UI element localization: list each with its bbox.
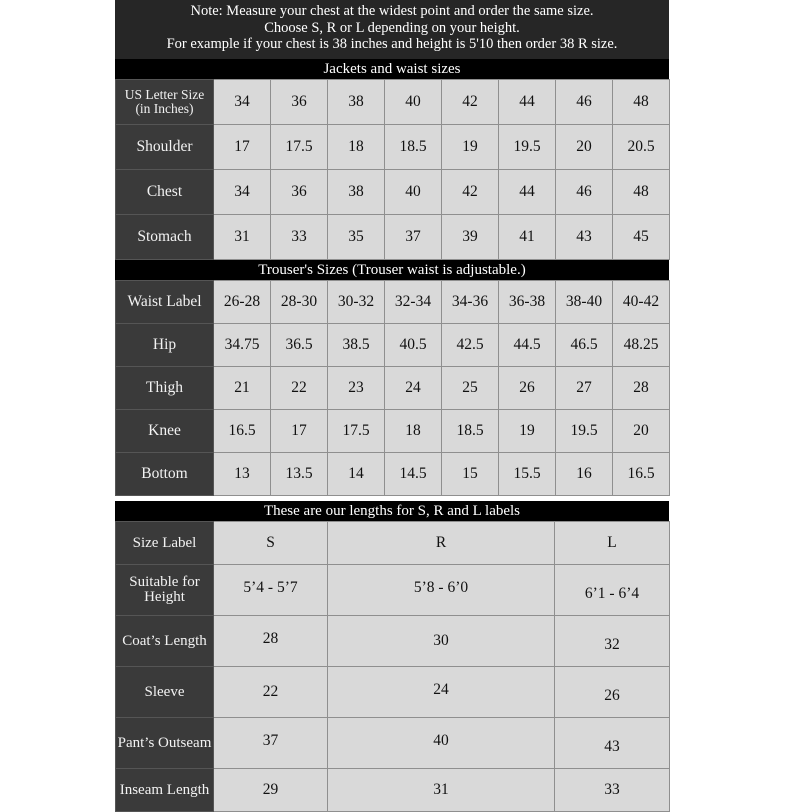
row-label: Pant’s Outseam bbox=[116, 718, 214, 769]
table-cell: 18 bbox=[328, 125, 385, 170]
note-line: For example if your chest is 38 inches and height is 5'10 then order 38 R size. bbox=[166, 36, 618, 53]
table-cell: 17 bbox=[271, 410, 328, 453]
table-cell: 42 bbox=[442, 170, 499, 215]
row-label: Stomach bbox=[116, 215, 214, 260]
note-line: Choose S, R or L depending on your height. bbox=[264, 19, 520, 36]
table-cell: 45 bbox=[613, 215, 670, 260]
table-cell: 43 bbox=[555, 718, 670, 769]
table-cell: 20 bbox=[613, 410, 670, 453]
table-cell: 46 bbox=[556, 170, 613, 215]
table-row bbox=[116, 170, 670, 215]
table-cell: 26 bbox=[555, 667, 670, 718]
table-cell: 46 bbox=[556, 80, 613, 125]
table-cell: 40 bbox=[385, 80, 442, 125]
lengths-section-title: These are our lengths for S, R and L labels bbox=[115, 501, 669, 521]
table-cell: 16.5 bbox=[214, 410, 271, 453]
table-cell: 19.5 bbox=[556, 410, 613, 453]
table-cell: 48.25 bbox=[613, 324, 670, 367]
table-cell: 5’8 - 6’0 bbox=[328, 565, 555, 616]
table-cell: 36 bbox=[271, 80, 328, 125]
table-cell: 34-36 bbox=[442, 281, 499, 324]
table-cell: 24 bbox=[328, 667, 555, 718]
table-cell: 13.5 bbox=[271, 453, 328, 496]
table-cell: 35 bbox=[328, 215, 385, 260]
table-cell: 28 bbox=[214, 616, 328, 667]
table-cell: 36-38 bbox=[499, 281, 556, 324]
table-cell: 19.5 bbox=[499, 125, 556, 170]
table-cell: 30 bbox=[328, 616, 555, 667]
table-cell: 39 bbox=[442, 215, 499, 260]
table-cell: 44 bbox=[499, 170, 556, 215]
table-cell: 40 bbox=[328, 718, 555, 769]
table-cell: 48 bbox=[613, 170, 670, 215]
table-row bbox=[116, 616, 670, 667]
table-cell: 21 bbox=[214, 367, 271, 410]
table-cell: S bbox=[214, 522, 328, 565]
table-cell: 48 bbox=[613, 80, 670, 125]
row-label: Size Label bbox=[116, 522, 214, 565]
table-row bbox=[116, 125, 670, 170]
table-cell: 18.5 bbox=[442, 410, 499, 453]
table-cell: 36 bbox=[271, 170, 328, 215]
table-row bbox=[116, 718, 670, 769]
table-cell: 28-30 bbox=[271, 281, 328, 324]
table-cell: 24 bbox=[385, 367, 442, 410]
table-cell: 19 bbox=[442, 125, 499, 170]
table-row bbox=[116, 80, 670, 125]
table-cell: 22 bbox=[214, 667, 328, 718]
table-cell: 34.75 bbox=[214, 324, 271, 367]
trousers-size-table bbox=[115, 280, 670, 496]
table-cell: 17.5 bbox=[271, 125, 328, 170]
table-cell: 16 bbox=[556, 453, 613, 496]
row-label: Suitable for Height bbox=[116, 565, 214, 616]
lengths-table bbox=[115, 521, 670, 812]
table-cell: 26 bbox=[499, 367, 556, 410]
table-cell: 14 bbox=[328, 453, 385, 496]
table-cell: 27 bbox=[556, 367, 613, 410]
row-label: US Letter Size (in Inches) bbox=[116, 80, 214, 125]
row-label: Sleeve bbox=[116, 667, 214, 718]
table-row bbox=[116, 453, 670, 496]
row-label: Bottom bbox=[116, 453, 214, 496]
row-label: Chest bbox=[116, 170, 214, 215]
table-cell: 17.5 bbox=[328, 410, 385, 453]
table-cell: 41 bbox=[499, 215, 556, 260]
table-cell: 37 bbox=[385, 215, 442, 260]
table-cell: 40.5 bbox=[385, 324, 442, 367]
note-line: Note: Measure your chest at the widest point and order the same size. bbox=[190, 3, 594, 19]
table-row bbox=[116, 281, 670, 324]
table-cell: 5’4 - 5’7 bbox=[214, 565, 328, 616]
table-cell: 36.5 bbox=[271, 324, 328, 367]
table-cell: 40-42 bbox=[613, 281, 670, 324]
table-row bbox=[116, 410, 670, 453]
row-label: Shoulder bbox=[116, 125, 214, 170]
table-cell: 32-34 bbox=[385, 281, 442, 324]
table-cell: 6’1 - 6’4 bbox=[555, 565, 670, 616]
table-cell: 23 bbox=[328, 367, 385, 410]
table-cell: 46.5 bbox=[556, 324, 613, 367]
table-cell: 20 bbox=[556, 125, 613, 170]
table-cell: 42.5 bbox=[442, 324, 499, 367]
table-cell: 29 bbox=[214, 769, 328, 812]
table-cell: 38 bbox=[328, 170, 385, 215]
table-cell: 43 bbox=[556, 215, 613, 260]
table-row bbox=[116, 667, 670, 718]
table-row bbox=[116, 215, 670, 260]
table-cell: 28 bbox=[613, 367, 670, 410]
table-cell: 44 bbox=[499, 80, 556, 125]
table-cell: 37 bbox=[214, 718, 328, 769]
table-row bbox=[116, 565, 670, 616]
table-cell: 19 bbox=[499, 410, 556, 453]
table-cell: 34 bbox=[214, 170, 271, 215]
table-row bbox=[116, 522, 670, 565]
table-cell: 14.5 bbox=[385, 453, 442, 496]
table-cell: 44.5 bbox=[499, 324, 556, 367]
table-cell: 32 bbox=[555, 616, 670, 667]
table-cell: 38 bbox=[328, 80, 385, 125]
table-cell: 40 bbox=[385, 170, 442, 215]
table-cell: 42 bbox=[442, 80, 499, 125]
table-row bbox=[116, 324, 670, 367]
table-cell: 34 bbox=[214, 80, 271, 125]
row-label: Coat’s Length bbox=[116, 616, 214, 667]
table-cell: 15.5 bbox=[499, 453, 556, 496]
row-label: Inseam Length bbox=[116, 769, 214, 812]
size-chart bbox=[115, 0, 669, 812]
jackets-section-title: Jackets and waist sizes bbox=[115, 59, 669, 79]
table-cell: 38.5 bbox=[328, 324, 385, 367]
row-label: Hip bbox=[116, 324, 214, 367]
row-label: Waist Label bbox=[116, 281, 214, 324]
table-cell: 33 bbox=[271, 215, 328, 260]
table-cell: 38-40 bbox=[556, 281, 613, 324]
table-cell: 30-32 bbox=[328, 281, 385, 324]
table-cell: 16.5 bbox=[613, 453, 670, 496]
table-cell: 20.5 bbox=[613, 125, 670, 170]
table-cell: 18 bbox=[385, 410, 442, 453]
table-cell: 13 bbox=[214, 453, 271, 496]
trousers-section-title: Trouser's Sizes (Trouser waist is adjustable.) bbox=[115, 260, 669, 280]
table-cell: 33 bbox=[555, 769, 670, 812]
table-cell: 25 bbox=[442, 367, 499, 410]
row-label: Knee bbox=[116, 410, 214, 453]
table-cell: 17 bbox=[214, 125, 271, 170]
table-cell: R bbox=[328, 522, 555, 565]
measurement-note bbox=[115, 0, 669, 59]
table-row bbox=[116, 769, 670, 812]
table-cell: 31 bbox=[214, 215, 271, 260]
table-cell: 22 bbox=[271, 367, 328, 410]
table-cell: 31 bbox=[328, 769, 555, 812]
table-cell: 15 bbox=[442, 453, 499, 496]
table-row bbox=[116, 367, 670, 410]
table-cell: 18.5 bbox=[385, 125, 442, 170]
table-cell: 26-28 bbox=[214, 281, 271, 324]
row-label: Thigh bbox=[116, 367, 214, 410]
jackets-size-table bbox=[115, 79, 670, 260]
table-cell: L bbox=[555, 522, 670, 565]
